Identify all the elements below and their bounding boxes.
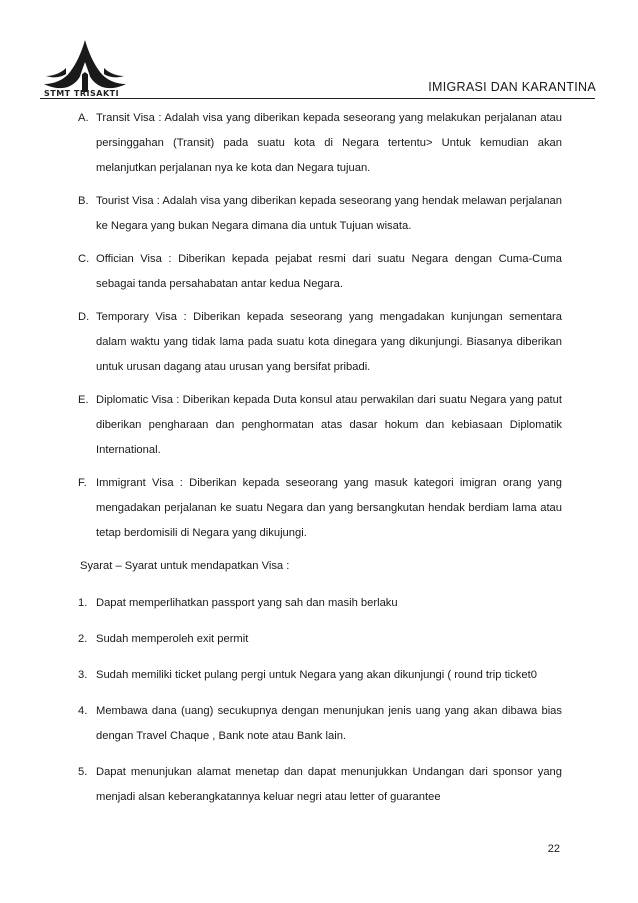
list-marker: 3. — [78, 669, 88, 681]
requirement-text: Dapat memperlihatkan passport yang sah dan masih berlaku — [96, 597, 398, 609]
logo-text: STMT TRISAKTI — [44, 89, 120, 98]
requirement-text: Dapat menunjukan alamat menetap dan dapat menunjukkan Undangan dari sponsor yang menjadi alsan keberangkatannya keluar negri atau letter of guarantee — [96, 766, 562, 803]
requirements-list — [78, 591, 562, 810]
visa-item-c — [78, 247, 562, 297]
header-divider — [40, 98, 595, 99]
list-marker: 2. — [78, 633, 88, 645]
header-title: IMIGRASI DAN KARANTINA — [428, 80, 596, 94]
requirement-item-1 — [78, 591, 562, 616]
requirement-item-5 — [78, 760, 562, 810]
list-marker: C. — [78, 253, 90, 265]
visa-item-a — [78, 106, 562, 181]
visa-item-text: Diplomatic Visa : Diberikan kepada Duta konsul atau perwakilan dari suatu Negara yang patut diberikan pengharaan dan penghormatan atas dasar hokum dan kebiasaan Diplomatik International. — [96, 394, 562, 456]
list-marker: F. — [78, 477, 87, 489]
visa-item-d — [78, 305, 562, 380]
requirement-item-3 — [78, 663, 562, 688]
list-marker: D. — [78, 311, 90, 323]
list-marker: 4. — [78, 705, 88, 717]
visa-item-text: Offician Visa : Diberikan kepada pejabat resmi dari suatu Negara dengan Cuma-Cuma sebagai tanda persahabatan antar kedua Negara. — [96, 253, 562, 290]
visa-types-list — [78, 106, 562, 546]
visa-item-b — [78, 189, 562, 239]
visa-item-f — [78, 471, 562, 546]
requirement-text: Sudah memiliki ticket pulang pergi untuk Negara yang akan dikunjungi ( round trip ticket0 — [96, 669, 537, 681]
requirements-heading: Syarat – Syarat untuk mendapatkan Visa : — [80, 560, 290, 572]
list-marker: E. — [78, 394, 89, 406]
visa-item-text: Temporary Visa : Diberikan kepada seseorang yang mengadakan kunjungan sementara dalam waktu yang tidak lama pada suatu kota dinegara yang dikunjungi. Biasanya diberikan untuk urusan dagang atau urusan yang bersifat pribadi. — [96, 311, 562, 373]
list-marker: A. — [78, 112, 89, 124]
list-marker: 5. — [78, 766, 88, 778]
list-marker: B. — [78, 195, 89, 207]
requirement-item-4 — [78, 699, 562, 749]
list-marker: 1. — [78, 597, 88, 609]
visa-item-e — [78, 388, 562, 463]
visa-item-text: Transit Visa : Adalah visa yang diberikan kepada seseorang yang melakukan perjalanan atau persinggahan (Transit) pada suatu kota di Negara tertentu> Untuk kemudian akan melanjutkan perjalanan nya ke kota dan Negara tujuan. — [96, 112, 562, 174]
requirement-text: Membawa dana (uang) secukupnya dengan menunjukan jenis uang yang akan dibawa bias dengan Travel Chaque , Bank note atau Bank lain. — [96, 705, 562, 742]
visa-item-text: Tourist Visa : Adalah visa yang diberikan kepada seseorang yang hendak melawan perjalanan ke Negara yang bukan Negara dimana dia untuk Tujuan wisata. — [96, 195, 562, 232]
page-number: 22 — [547, 843, 560, 855]
page-body — [78, 106, 562, 821]
requirement-text: Sudah memperoleh exit permit — [96, 633, 249, 645]
visa-item-text: Immigrant Visa : Diberikan kepada seseorang yang masuk kategori imigran orang yang mengadakan perjalanan ke suatu Negara dan yang bersangkutan hendak berdiam lama atau tetap berdomisili di Negara yang dikujungi. — [96, 477, 562, 539]
requirement-item-2 — [78, 627, 562, 652]
